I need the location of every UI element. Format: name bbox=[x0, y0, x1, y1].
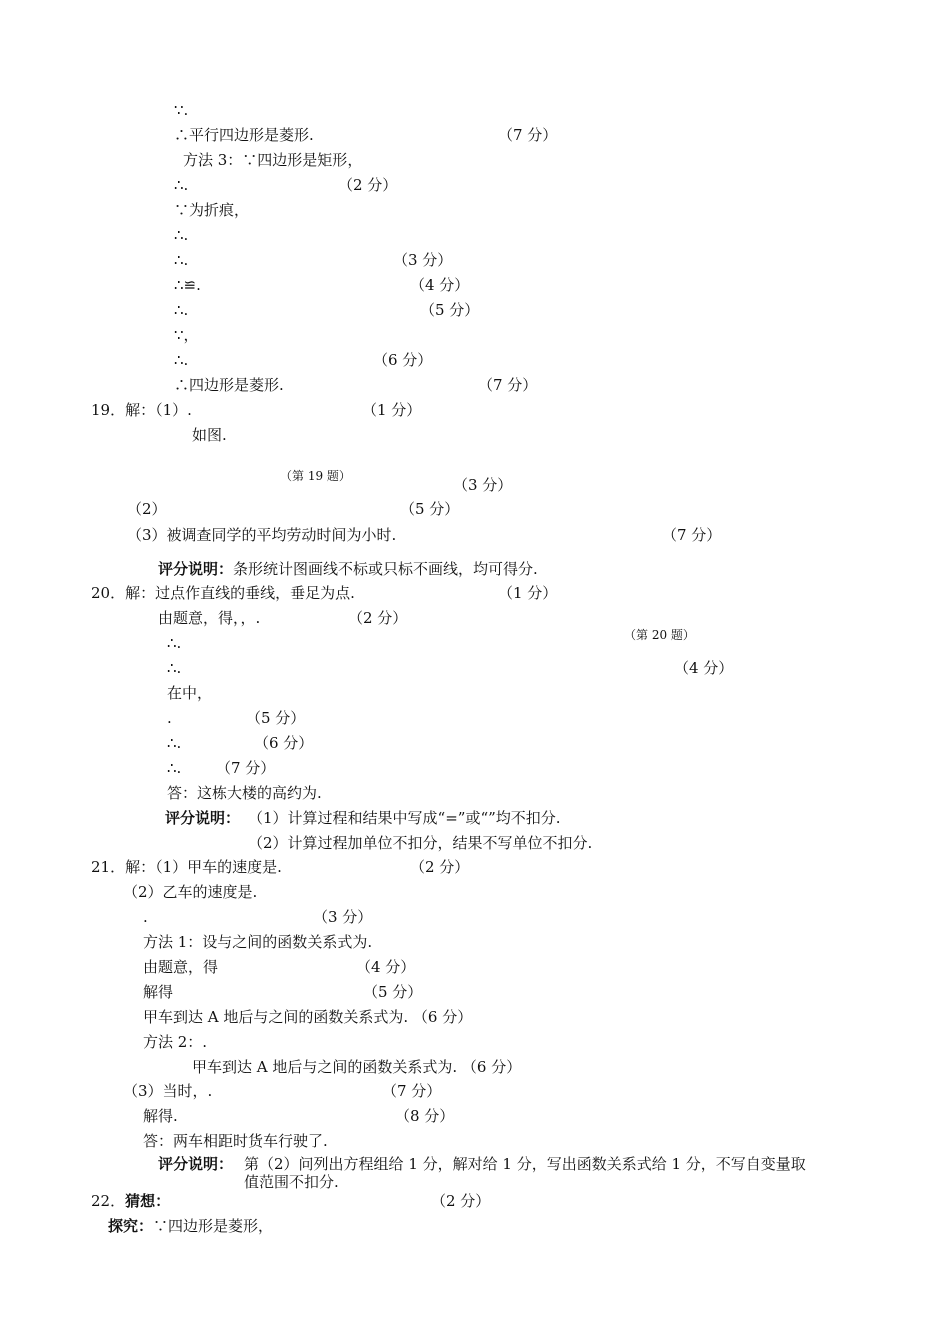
scoring-note-19 bbox=[158, 559, 538, 579]
note-text: 第（2）问列出方程组给 1 分，解对给 1 分，写出函数关系式给 1 分，不写自变量取 bbox=[244, 1155, 806, 1173]
text-line: . bbox=[143, 908, 148, 926]
score-mark: （7 分） bbox=[382, 1082, 442, 1100]
text-line: ∵. bbox=[174, 101, 189, 119]
text-line: ∴. bbox=[174, 351, 189, 369]
section-label: 探究： bbox=[108, 1217, 154, 1235]
score-mark: （7 分） bbox=[662, 526, 722, 544]
figure-caption-20: （第 20 题） bbox=[624, 628, 695, 642]
note-text: （1）计算过程和结果中写成“=”或“”均不扣分. bbox=[248, 809, 561, 827]
question-number: 22． bbox=[91, 1192, 126, 1210]
note-text: 值范围不扣分. bbox=[244, 1173, 339, 1191]
text-line: ∴. bbox=[174, 226, 189, 244]
score-mark: （5 分） bbox=[420, 301, 480, 319]
text-line: 由题意，得 bbox=[143, 958, 219, 976]
score-mark: （1 分） bbox=[498, 584, 558, 602]
score-mark: （6 分） bbox=[373, 351, 433, 369]
text-line: ∴四边形是菱形. bbox=[174, 376, 284, 394]
score-mark: （2 分） bbox=[348, 609, 408, 627]
text-line: ∴. bbox=[167, 659, 182, 677]
question-22-line bbox=[91, 1191, 170, 1211]
score-mark: （1 分） bbox=[362, 401, 422, 419]
note-label: 评分说明： bbox=[158, 1155, 234, 1173]
score-mark: （5 分） bbox=[400, 500, 460, 518]
question-21-line: 21．解：（1）甲车的速度是. bbox=[91, 858, 282, 876]
note-text: （2）计算过程加单位不扣分，结果不写单位不扣分. bbox=[248, 834, 593, 852]
section-label: 猜想： bbox=[125, 1192, 171, 1210]
text-line: 方法 3：∵四边形是矩形， bbox=[183, 151, 363, 169]
score-mark: （7 分） bbox=[216, 759, 276, 777]
text-line: ∴. bbox=[174, 176, 189, 194]
text-line: ∴. bbox=[167, 759, 182, 777]
text-line: 答：两车相距时货车行驶了. bbox=[143, 1132, 328, 1150]
text-line: 甲车到达 A 地后与之间的函数关系式为. （6 分） bbox=[143, 1008, 473, 1026]
score-mark: （2 分） bbox=[338, 176, 398, 194]
text-line: 解得 bbox=[143, 983, 174, 1001]
text-line: ∴. bbox=[174, 251, 189, 269]
text-line: ∴. bbox=[167, 734, 182, 752]
score-mark: （2 分） bbox=[431, 1192, 491, 1210]
score-mark: （4 分） bbox=[356, 958, 416, 976]
score-mark: （3 分） bbox=[313, 908, 373, 926]
score-mark: （7 分） bbox=[478, 376, 538, 394]
text-line: 方法 1：设与之间的函数关系式为. bbox=[143, 933, 373, 951]
note-label: 评分说明： bbox=[165, 809, 241, 827]
score-mark: （3 分） bbox=[393, 251, 453, 269]
score-mark: （4 分） bbox=[674, 659, 734, 677]
text-line: ∴≌. bbox=[174, 276, 201, 294]
text-line bbox=[108, 1216, 273, 1236]
score-mark: （5 分） bbox=[363, 983, 423, 1001]
text-line: 解得. bbox=[143, 1107, 178, 1125]
text-line: 方法 2：. bbox=[143, 1033, 208, 1051]
score-mark: （8 分） bbox=[395, 1107, 455, 1125]
score-mark: （6 分） bbox=[254, 734, 314, 752]
line-text: ∵四边形是菱形， bbox=[153, 1217, 274, 1235]
score-mark: （2 分） bbox=[410, 858, 470, 876]
text-line: ∴. bbox=[167, 634, 182, 652]
text-line: . bbox=[167, 709, 172, 727]
text-line: ∴平行四边形是菱形. bbox=[174, 126, 314, 144]
score-mark: （7 分） bbox=[498, 126, 558, 144]
text-line: 在中， bbox=[167, 684, 213, 702]
figure-caption-19: （第 19 题） bbox=[280, 469, 351, 483]
text-line: 如图. bbox=[192, 426, 227, 444]
text-line: 由题意，得，，. bbox=[158, 609, 261, 627]
text-line: ∴. bbox=[174, 301, 189, 319]
text-line: （3）当时，. bbox=[123, 1082, 213, 1100]
note-label: 评分说明： bbox=[158, 560, 234, 578]
score-mark: （5 分） bbox=[246, 709, 306, 727]
text-line: （2） bbox=[127, 500, 167, 518]
text-line: 答：这栋大楼的高约为. bbox=[167, 784, 322, 802]
text-line: 甲车到达 A 地后与之间的函数关系式为. （6 分） bbox=[192, 1058, 522, 1076]
note-text: 条形统计图画线不标或只标不画线，均可得分. bbox=[233, 560, 538, 578]
text-line: （2）乙车的速度是. bbox=[123, 883, 258, 901]
text-line: ∵为折痕， bbox=[174, 201, 250, 219]
score-mark: （3 分） bbox=[453, 476, 513, 494]
question-20-line: 20．解：过点作直线的垂线，垂足为点. bbox=[91, 584, 355, 602]
score-mark: （4 分） bbox=[410, 276, 470, 294]
question-19-line: 19．解：（1）. bbox=[91, 401, 192, 419]
text-line: （3）被调查同学的平均劳动时间为小时. bbox=[127, 526, 397, 544]
text-line: ∵， bbox=[174, 326, 199, 344]
